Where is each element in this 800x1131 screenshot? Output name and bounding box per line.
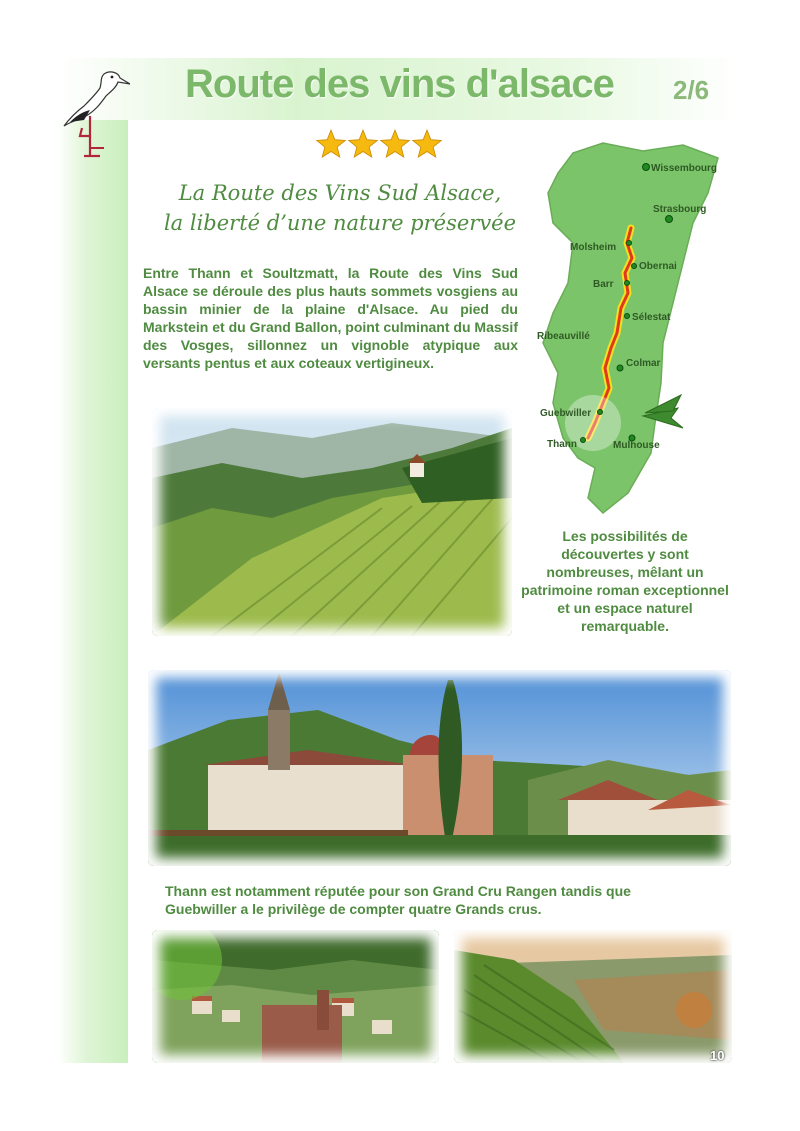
map-label-guebwiller: Guebwiller — [540, 408, 592, 419]
page-number: 10 — [710, 1048, 725, 1063]
guebwiller-village-photo — [152, 930, 439, 1063]
thann-caption — [165, 882, 725, 918]
alsace-route-map — [533, 133, 733, 518]
map-label-wissembourg: Wissembourg — [651, 163, 718, 174]
map-label-ribeauville: Ribeauvillé — [537, 331, 590, 342]
star-icon — [317, 130, 346, 157]
map-label-selestat: Sélestat — [632, 312, 671, 323]
map-label-barr: Barr — [593, 279, 614, 290]
subtitle-line-1: La Route des Vins Sud Alsace, — [178, 181, 502, 205]
discovery-text: Les possibilités de découvertes y sont nombreuses, mêlant un patrimoine roman exceptionnel et un espace naturel remarquable. — [521, 528, 729, 634]
star-icon — [349, 130, 378, 157]
vineyard-terraces-photo — [454, 930, 732, 1063]
caption-line-2: Guebwiller a le privilège de compter quatre Grands crus. — [165, 901, 542, 917]
star-icon — [413, 130, 442, 157]
vineyard-slope-photo — [152, 408, 512, 636]
page-indicator: 2/6 — [673, 75, 710, 105]
star-rating — [315, 128, 445, 162]
page-title: Route des vins d'alsace — [185, 62, 614, 106]
map-label-strasbourg: Strasbourg — [653, 204, 707, 215]
stork-icon — [60, 64, 130, 164]
intro-paragraph: Entre Thann et Soultzmatt, la Route des Vins Sud Alsace se déroule des plus hauts sommets vosgiens au bassin minier de la plaine d'Alsace. Au pied du Markstein et du Grand Ballon, point culminant du Massif des Vosges, sillonnez un vignoble atypique aux versants pentus et aux coteaux vertigineux. — [143, 265, 518, 371]
map-label-mulhouse: Mulhouse — [613, 440, 660, 451]
map-label-thann: Thann — [547, 439, 577, 450]
thann-town-photo — [148, 670, 731, 866]
subtitle-line-2: la liberté d’une nature préservée — [163, 211, 517, 235]
map-label-colmar: Colmar — [626, 358, 661, 369]
left-decorative-band — [58, 58, 128, 1063]
subtitle — [140, 178, 540, 238]
caption-line-1: Thann est notamment réputée pour son Grand Cru Rangen tandis que — [165, 883, 631, 899]
star-icon — [381, 130, 410, 157]
map-label-obernai: Obernai — [639, 261, 677, 272]
map-label-molsheim: Molsheim — [570, 242, 617, 253]
